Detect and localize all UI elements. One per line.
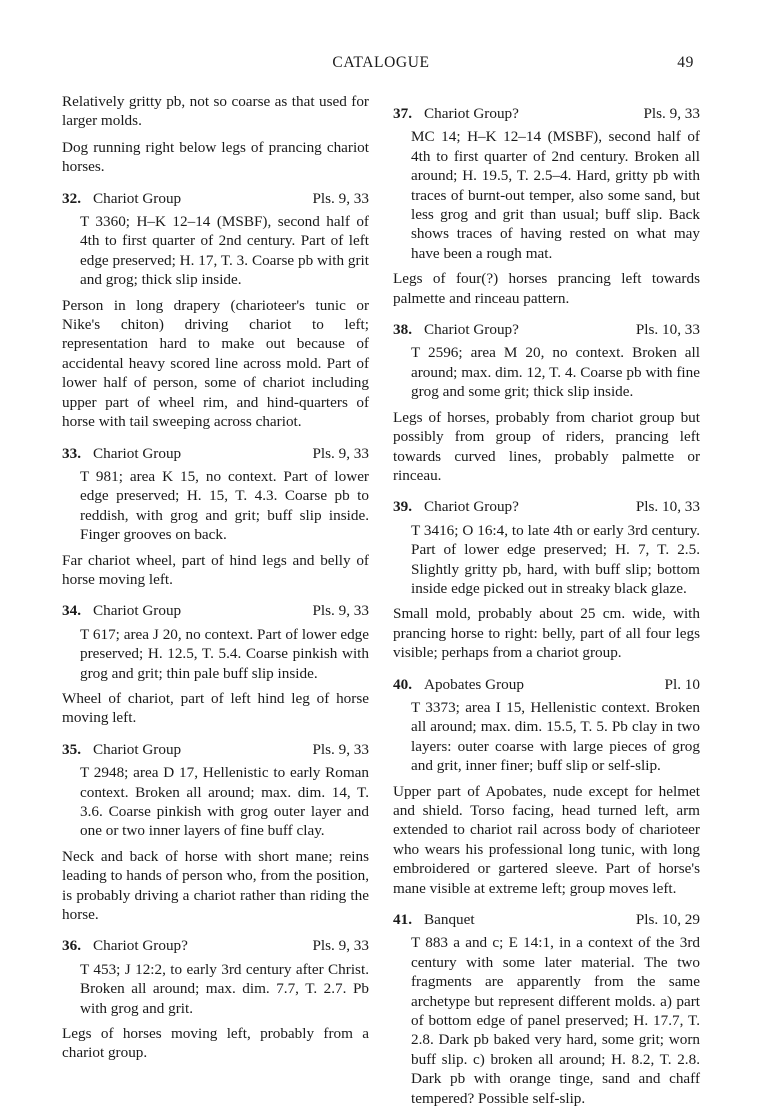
entry-number: 32. (62, 189, 81, 207)
catalogue-entry (62, 740, 369, 925)
entry-title: Chariot Group? (423, 321, 519, 339)
entry-heading (62, 740, 369, 759)
entry-description: Small mold, probably about 25 cm. wide, with prancing horse to right: belly, part of all four legs visible; perhaps from a chariot group. (393, 605, 700, 662)
entry-heading (393, 320, 700, 339)
entry-number: 34. (62, 602, 81, 620)
entry-title: Chariot Group? (423, 105, 519, 122)
entry-title: Chariot Group (92, 740, 182, 758)
catalogue-entry (393, 497, 700, 662)
entry-title: Chariot Group? (92, 937, 188, 955)
entry-plates: Pls. 9, 33 (312, 937, 369, 955)
entry-details: T 3360; H–K 12–14 (MSBF), second half of 4th to first quarter of 2nd century. Part of left edge preserved; H. 17, T. 3. Coarse pb with grit and grog; thick slip inside. (80, 213, 369, 289)
catalogue-entry (62, 601, 369, 727)
entry-plates: Pls. 10, 29 (635, 911, 700, 929)
entry-details: T 981; area K 15, no context. Part of lower edge preserved; H. 15, T. 4.3. Coarse pb to reddish, with grog and grit; buff slip inside. Finger grooves on back. (80, 467, 369, 544)
entry-number: 35. (62, 740, 81, 758)
entry-title: Chariot Group (92, 444, 182, 462)
entry-description: Legs of four(?) horses prancing left towards palmette and rinceau pattern. (393, 270, 700, 307)
entry-plates: Pls. 9, 33 (312, 444, 369, 462)
entry-heading (393, 497, 700, 516)
entry-plates: Pls. 10, 33 (635, 498, 700, 516)
page-number: 49 (677, 54, 694, 71)
entry-plates: Pls. 9, 33 (312, 189, 369, 207)
entry-number: 38. (393, 321, 412, 339)
right-entries (393, 104, 700, 1108)
right-column (393, 92, 700, 1114)
entry-plates: Pls. 9, 33 (643, 105, 700, 122)
catalogue-entry (393, 104, 700, 308)
entry-details: T 3416; O 16:4, to late 4th or early 3rd century. Part of lower edge preserved; H. 7, T. 2.5. Slightly gritty pb, hard, with buff slip; bottom inside edge picked out in streaky black glaze. (411, 521, 700, 597)
entry-heading (393, 104, 700, 123)
left-column (62, 92, 369, 1063)
entry-details: T 2948; area D 17, Hellenistic to early Roman context. Broken all around; max. dim. 14, T. 3.6. Coarse pinkish with grog outer layer and one or two inner layers of fine buff clay. (80, 764, 369, 840)
entry-number: 40. (393, 675, 412, 693)
catalogue-entry (393, 675, 700, 898)
entry-title: Chariot Group? (423, 498, 519, 516)
entry-title: Apobates Group (423, 675, 524, 693)
entry-description: Neck and back of horse with short mane; reins leading to hands of person who, from the position, is probably driving a chariot rather than riding the horse. (62, 847, 369, 924)
running-head (0, 54, 762, 76)
entry-heading (62, 444, 369, 463)
entry-number: 39. (393, 498, 412, 516)
entry-plates: Pls. 9, 33 (312, 740, 369, 758)
lead-paragraph: Dog running right below legs of prancing chariot horses. (62, 138, 369, 176)
catalogue-entry (62, 936, 369, 1062)
entry-description: Far chariot wheel, part of hind legs and belly of horse moving left. (62, 551, 369, 588)
entry-description: Legs of horses, probably from chariot group but possibly from group of riders, prancing left towards curved lines, probably palmette or rinceau. (393, 408, 700, 484)
catalogue-entry (393, 320, 700, 485)
catalogue-entry (62, 444, 369, 590)
entry-plates: Pls. 10, 33 (635, 321, 700, 339)
entry-details: T 3373; area I 15, Hellenistic context. Broken all around; max. dim. 15.5, T. 5. Pb clay in two layers: outer coarse with large pieces of grog and grit, inner finer; buff slip or self-slip. (411, 698, 700, 775)
entry-description: Upper part of Apobates, nude except for helmet and shield. Torso facing, head turned left, arm extended to chariot rail across body of charioteer who wears his professional long tunic, with long embroidered or gartered sleeve. Part of horse's mane visible at extreme left; group moves left. (393, 782, 700, 897)
entry-plates: Pl. 10 (664, 675, 700, 693)
entry-details: MC 14; H–K 12–14 (MSBF), second half of 4th to first quarter of 2nd century. Broken all around; H. 19.5, T. 2.5–4. Hard, gritty pb with traces of burnt-out temper, also some sand, but less grog and grit than usual; buff slip. Back shows traces of having rested on what may have been a rough mat. (411, 128, 700, 262)
entry-number: 41. (393, 911, 412, 929)
left-entries (62, 189, 369, 1063)
entry-heading (62, 601, 369, 620)
entry-details: T 883 a and c; E 14:1, in a context of the 3rd century with some later material. The two fragments are apparently from the same archetype but represent different molds. a) part of bottom edge of panel preserved; H. 17.7, T. 2.8. Dark pb baked very hard, some grit; worn buff slip. c) broken all around; H. 8.2, T. 2.8. Dark pb with orange tinge, sand and chaff tempered? Possible self-slip. (411, 934, 700, 1107)
entry-description: Legs of horses moving left, probably from a chariot group. (62, 1025, 369, 1062)
catalogue-entry (62, 189, 369, 432)
entry-title: Banquet (423, 911, 475, 929)
entry-title: Chariot Group (92, 189, 182, 207)
entry-number: 37. (393, 105, 412, 122)
entry-heading (393, 675, 700, 694)
entry-description: Person in long drapery (charioteer's tunic or Nike's chiton) driving chariot to left; representation hard to make out because of accidental heavy scored line across mold. Part of lower half of person, some of chariot including upper part of wheel rim, and hind-quarters of horse with tail sweeping across chariot. (62, 296, 369, 431)
entry-details: T 617; area J 20, no context. Part of lower edge preserved; H. 12.5, T. 5.4. Coarse pinkish with grog and grit; thin pale buff slip inside. (80, 625, 369, 682)
entry-details: T 2596; area M 20, no context. Broken all around; max. dim. 12, T. 4. Coarse pb with fine grog and some grit; thick slip inside. (411, 344, 700, 401)
entry-description: Wheel of chariot, part of left hind leg of horse moving left. (62, 689, 369, 727)
entry-number: 33. (62, 444, 81, 462)
catalogue-entry (393, 910, 700, 1108)
entry-heading (62, 189, 369, 208)
entry-heading (62, 936, 369, 955)
lead-paragraph: Relatively gritty pb, not so coarse as that used for larger molds. (62, 93, 369, 130)
entry-heading (393, 910, 700, 929)
entry-title: Chariot Group (92, 602, 182, 620)
running-title: CATALOGUE (332, 54, 430, 71)
entry-number: 36. (62, 937, 81, 955)
entry-plates: Pls. 9, 33 (312, 602, 369, 620)
entry-details: T 453; J 12:2, to early 3rd century after Christ. Broken all around; max. dim. 7.7, T. 2.7. Pb with grog and grit. (80, 960, 369, 1017)
